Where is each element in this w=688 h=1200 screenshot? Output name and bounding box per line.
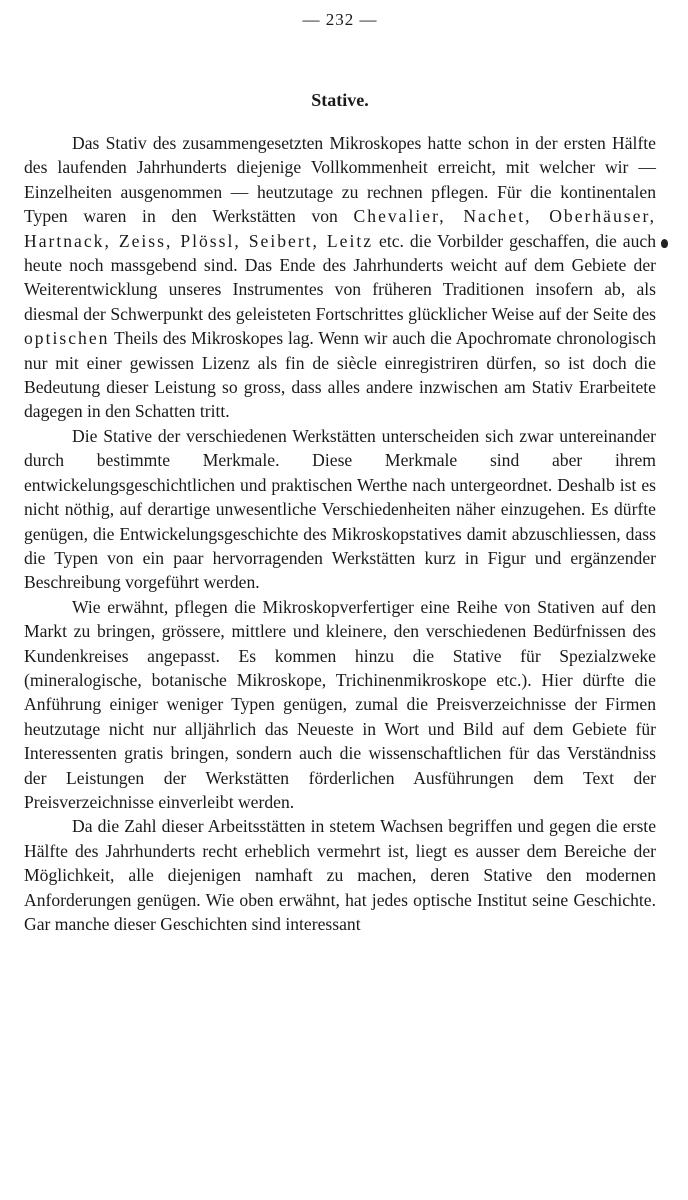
paragraph-text: Da die Zahl dieser Arbeitsstätten in stetem Wachsen begriffen und gegen die erste Hälfte des Jahrhunderts recht erheblich vermehrt ist, liegt es ausser dem Bereiche der Möglichkeit, alle diejenigen namhaft zu machen, deren Stative den modernen Anforderungen genügen. Wie oben erwähnt, hat jedes optische Institut seine Geschichte. Gar manche dieser Geschichten sind interessant bbox=[24, 816, 656, 934]
body-text bbox=[24, 131, 656, 936]
margin-ink-mark bbox=[661, 239, 668, 248]
document-page bbox=[24, 0, 656, 1200]
paragraph-text: Wie erwähnt, pflegen die Mikroskopverfertiger eine Reihe von Stativen auf den Markt zu bringen, grössere, mittlere und kleinere, den verschiedenen Bedürfnissen des Kundenkreises angepasst. Es kommen hinzu die Stative für Spezialzweke (mineralogische, botanische Mikroskope, Trichinenmikroskope etc.). Hier dürfte die Anführung einiger weniger Typen genügen, zumal die Preisverzeichnisse der Firmen heutzutage nicht nur alljährlich das Neueste in Wort und Bild auf dem Gebiete für Interessenten gratis bringen, sondern auch die wissenschaftlichen für das Verständniss der Leistungen der Werkstätten förderlichen Ausführungen dem Text der Preisverzeichnisse einverleibt werden. bbox=[24, 596, 656, 812]
emphasis-optischen: optischen bbox=[24, 328, 110, 349]
paragraph-text: Theils des Mikroskopes lag. Wenn wir auch die Apochromate chronologisch nur mit einer gewissen Lizenz als fin de siècle einregistriren dürfen, so ist doch die Bedeutung dieser Leistung so gross, dass alles andere inzwischen am Stativ Erarbeitete dagegen in den Schatten tritt. bbox=[24, 328, 656, 422]
paragraph-text: Die Stative der verschiedenen Werkstätten unterscheiden sich zwar untereinander durch bestimmte Merkmale. Diese Merkmale sind aber ihrem entwickelungsgeschichtlichen und praktischen Werthe nach untergeordnet. Deshalb ist es nicht nöthig, auf derartige unwesentliche Verschiedenheiten näher einzugehen. Es dürfte genügen, die Entwickelungsgeschichte des Mikroskopstatives damit abzuschliessen, dass die Typen von ein paar hervorragenden Werkstätten kurz in Figur und ergänzender Beschreibung vorgeführt werden. bbox=[24, 425, 656, 593]
paragraph-text: Das Stativ des zusammengesetzten Mikroskopes hatte schon in der ersten Hälfte des laufenden Jahrhunderts diejenige Vollkommenheit erreicht, mit welcher wir — Einzelheiten ausgenommen — heutzutage zu rechnen pflegen. Für die kontinentalen Typen waren in den Werkstätten von bbox=[24, 133, 656, 227]
paragraph-2 bbox=[24, 424, 656, 595]
paragraph-3 bbox=[24, 595, 656, 815]
section-title: Stative. bbox=[311, 90, 369, 110]
workshop-names: Chevalier, Nachet, Oberhäuser, Hartnack, Zeiss, Plössl, Seibert, Leitz bbox=[24, 206, 656, 251]
page-number: — 232 — bbox=[302, 10, 378, 29]
paragraph-1 bbox=[24, 131, 656, 424]
paragraph-4 bbox=[24, 814, 656, 936]
paragraph-text: etc. die Vorbilder geschaffen, die auch heute noch massgebend sind. Das Ende des Jahrhunderts weicht auf dem Gebiete der Weiterentwicklung unseres Instrumentes von früheren Traditionen insofern ab, als diesmal der Schwerpunkt des geleisteten Fortschrittes glücklicher Weise auf der Seite des bbox=[24, 230, 656, 324]
